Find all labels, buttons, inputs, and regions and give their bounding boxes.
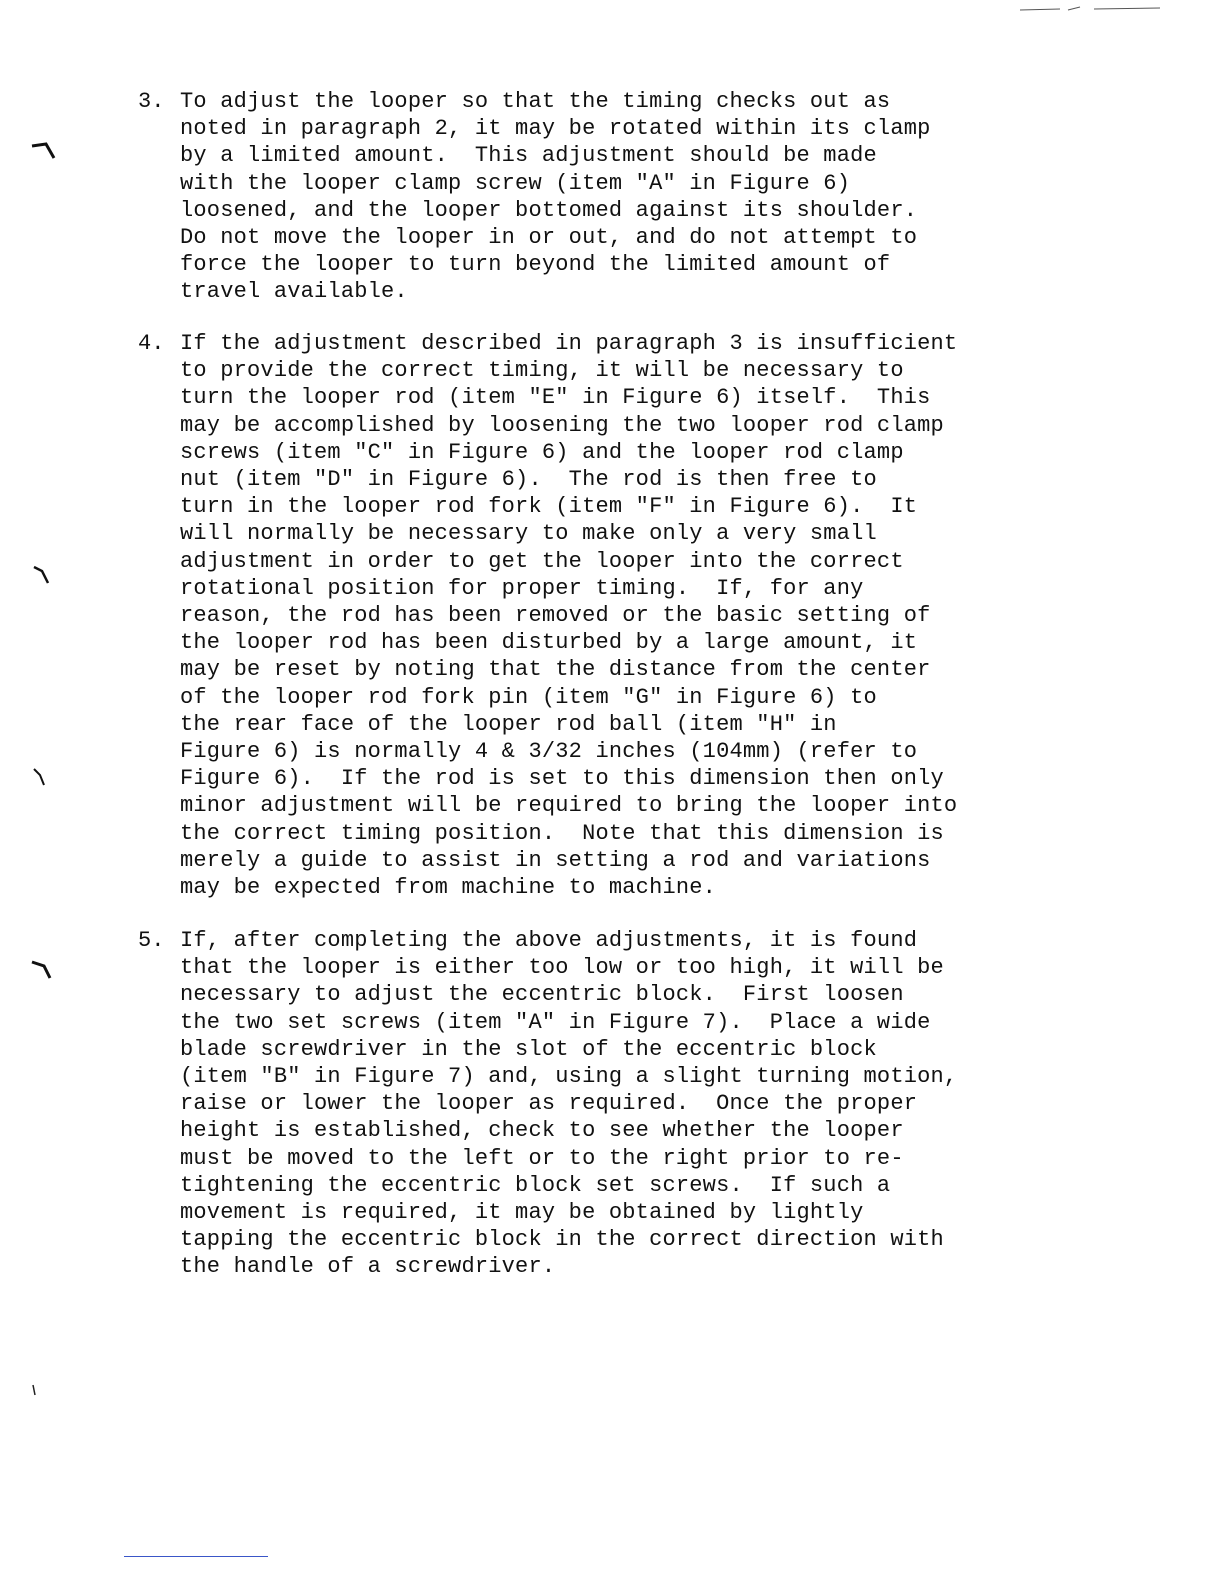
- text-line: minor adjustment will be required to bring the looper into: [180, 793, 958, 819]
- text-line: the looper rod has been disturbed by a large amount, it: [180, 630, 918, 656]
- text-line: tapping the eccentric block in the correct direction with: [180, 1227, 944, 1253]
- text-line: merely a guide to assist in setting a rod and variations: [180, 847, 931, 873]
- text-line: blade screwdriver in the slot of the eccentric block: [180, 1036, 877, 1062]
- margin-tick-mark: [30, 140, 52, 162]
- text-line: screws (item "C" in Figure 6) and the looper rod clamp: [180, 439, 904, 465]
- margin-tick-mark: [30, 563, 52, 585]
- text-line: loosened, and the looper bottomed against its shoulder.: [180, 197, 918, 223]
- margin-tick-mark: [30, 1383, 52, 1405]
- margin-tick-mark: [30, 958, 52, 980]
- text-line: the rear face of the looper rod ball (item "H" in: [180, 711, 837, 737]
- scan-smudge: [1020, 0, 1170, 8]
- text-line: the correct timing position. Note that this dimension is: [180, 820, 944, 846]
- text-line: height is established, check to see whether the looper: [180, 1118, 904, 1144]
- text-line: If, after completing the above adjustments, it is found: [180, 928, 918, 953]
- text-line: If the adjustment described in paragraph 3 is insufficient: [180, 331, 958, 356]
- text-line: (item "B" in Figure 7) and, using a slight turning motion,: [180, 1064, 958, 1090]
- paragraph-number: 5.: [138, 928, 165, 953]
- paragraph-number: 3.: [138, 89, 165, 114]
- text-line: raise or lower the looper as required. Once the proper: [180, 1091, 918, 1117]
- text-line: turn in the looper rod fork (item "F" in Figure 6). It: [180, 494, 918, 520]
- paragraph-number: 4.: [138, 331, 165, 356]
- text-line: Do not move the looper in or out, and do not attempt to: [180, 225, 918, 251]
- text-line: nut (item "D" in Figure 6). The rod is then free to: [180, 467, 877, 493]
- paragraph-body: [180, 927, 957, 1281]
- text-line: Figure 6) is normally 4 & 3/32 inches (104mm) (refer to: [180, 739, 918, 765]
- text-line: by a limited amount. This adjustment should be made: [180, 143, 877, 169]
- text-line: travel available.: [180, 279, 408, 305]
- text-line: movement is required, it may be obtained by lightly: [180, 1200, 864, 1226]
- text-line: To adjust the looper so that the timing checks out as: [180, 89, 891, 114]
- text-line: adjustment in order to get the looper into the correct: [180, 548, 904, 574]
- text-line: will normally be necessary to make only a very small: [180, 521, 877, 547]
- text-line: must be moved to the left or to the right prior to re-: [180, 1145, 904, 1171]
- margin-tick-mark: [30, 765, 52, 787]
- text-line: necessary to adjust the eccentric block. First loosen: [180, 982, 904, 1008]
- text-line: rotational position for proper timing. If, for any: [180, 575, 864, 601]
- text-line: to provide the correct timing, it will be necessary to: [180, 358, 904, 384]
- text-line: reason, the rod has been removed or the basic setting of: [180, 603, 931, 629]
- text-line: that the looper is either too low or too high, it will be: [180, 955, 944, 981]
- text-line: with the looper clamp screw (item "A" in Figure 6): [180, 170, 851, 196]
- text-line: the two set screws (item "A" in Figure 7). Place a wide: [180, 1009, 931, 1035]
- text-line: noted in paragraph 2, it may be rotated within its clamp: [180, 116, 931, 142]
- text-line: may be expected from machine to machine.: [180, 875, 717, 901]
- paragraph-body: [180, 330, 957, 901]
- text-line: may be accomplished by loosening the two looper rod clamp: [180, 412, 944, 438]
- text-line: may be reset by noting that the distance from the center: [180, 657, 931, 683]
- text-line: tightening the eccentric block set screws. If such a: [180, 1172, 891, 1198]
- text-line: Figure 6). If the rod is set to this dimension then only: [180, 766, 944, 792]
- text-line: of the looper rod fork pin (item "G" in Figure 6) to: [180, 684, 877, 710]
- paragraph-body: [180, 88, 931, 306]
- text-line: force the looper to turn beyond the limited amount of: [180, 252, 891, 278]
- text-line: the handle of a screwdriver.: [180, 1254, 556, 1280]
- footer-rule: [124, 1556, 268, 1557]
- text-line: turn the looper rod (item "E" in Figure 6) itself. This: [180, 385, 931, 411]
